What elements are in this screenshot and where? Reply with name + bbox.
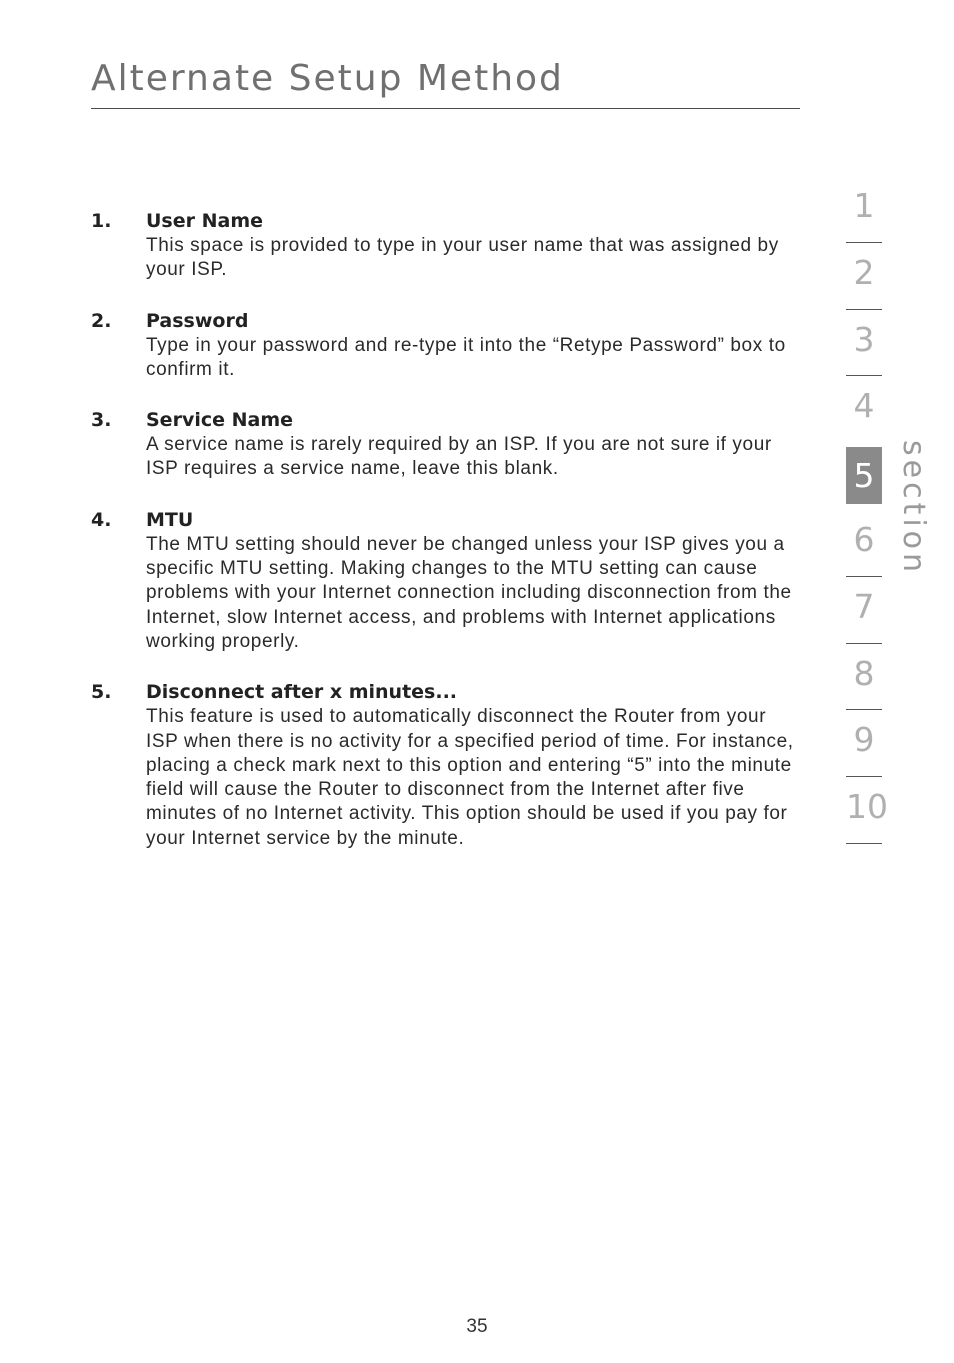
section-tab-9[interactable] bbox=[846, 710, 882, 777]
section-tab-number: 2 bbox=[853, 252, 875, 292]
item-description: Type in your password and re-type it into the “Retype Password” box to confirm it. bbox=[146, 334, 786, 380]
section-tab-number: 9 bbox=[853, 720, 875, 760]
section-tab-1[interactable] bbox=[846, 176, 882, 243]
item-description: This feature is used to automatically disconnect the Router from your ISP when there is no activity for a specified period of time. For instance, placing a check mark next to this option and entering “5” into the minute field will cause the Router to disconnect from the Internet after five minutes of no Internet activity. This option should be used if you pay for your Internet service by the minute. bbox=[146, 706, 794, 849]
section-tab-number: 8 bbox=[853, 653, 875, 693]
list-item-mtu bbox=[91, 507, 803, 654]
section-tab-2[interactable] bbox=[846, 243, 882, 310]
item-number: 5. bbox=[91, 681, 112, 704]
section-tab-8[interactable] bbox=[846, 644, 882, 711]
section-tab-number: 7 bbox=[853, 586, 875, 626]
section-tab-7[interactable] bbox=[846, 577, 882, 644]
list-item-user-name bbox=[91, 208, 803, 283]
title-divider bbox=[91, 108, 800, 109]
item-description: This space is provided to type in your user name that was assigned by your ISP. bbox=[146, 235, 779, 281]
section-tab-3[interactable] bbox=[846, 310, 882, 377]
section-label: section bbox=[896, 440, 931, 577]
section-tab-10[interactable] bbox=[846, 777, 888, 844]
item-number: 2. bbox=[91, 309, 112, 332]
item-description: The MTU setting should never be changed unless your ISP gives you a specific MTU setting. Making changes to the MTU setting can cause problems with your Internet connection including disconnection from the Internet, slow Internet access, and problems with Internet applications working properly. bbox=[146, 533, 792, 652]
item-number: 3. bbox=[91, 409, 112, 432]
page-number: 35 bbox=[466, 1316, 488, 1337]
item-heading: Service Name bbox=[146, 409, 294, 432]
item-heading: MTU bbox=[146, 508, 194, 531]
list-item-password bbox=[91, 308, 803, 383]
item-number: 4. bbox=[91, 508, 112, 531]
section-nav bbox=[846, 176, 888, 844]
section-tab-number: 3 bbox=[853, 319, 875, 359]
section-tab-number: 4 bbox=[853, 386, 875, 426]
list-item-service-name bbox=[91, 407, 803, 482]
item-number: 1. bbox=[91, 210, 112, 232]
item-heading: Disconnect after x minutes... bbox=[146, 681, 458, 704]
page-title: Alternate Setup Method bbox=[91, 58, 564, 99]
item-description: A service name is rarely required by an ISP. If you are not sure if your ISP requires a service name, leave this blank. bbox=[146, 434, 772, 480]
list-item-disconnect bbox=[91, 679, 803, 851]
section-tab-5-active[interactable] bbox=[846, 443, 882, 510]
section-tab-number: 5 bbox=[846, 447, 882, 504]
section-tab-6[interactable] bbox=[846, 510, 882, 577]
item-list bbox=[91, 208, 803, 876]
item-heading: User Name bbox=[146, 210, 264, 232]
section-tab-4[interactable] bbox=[846, 376, 882, 443]
section-tab-number: 6 bbox=[853, 519, 875, 559]
item-heading: Password bbox=[146, 309, 249, 332]
section-tab-number: 10 bbox=[846, 787, 888, 827]
section-tab-number: 1 bbox=[853, 186, 875, 225]
